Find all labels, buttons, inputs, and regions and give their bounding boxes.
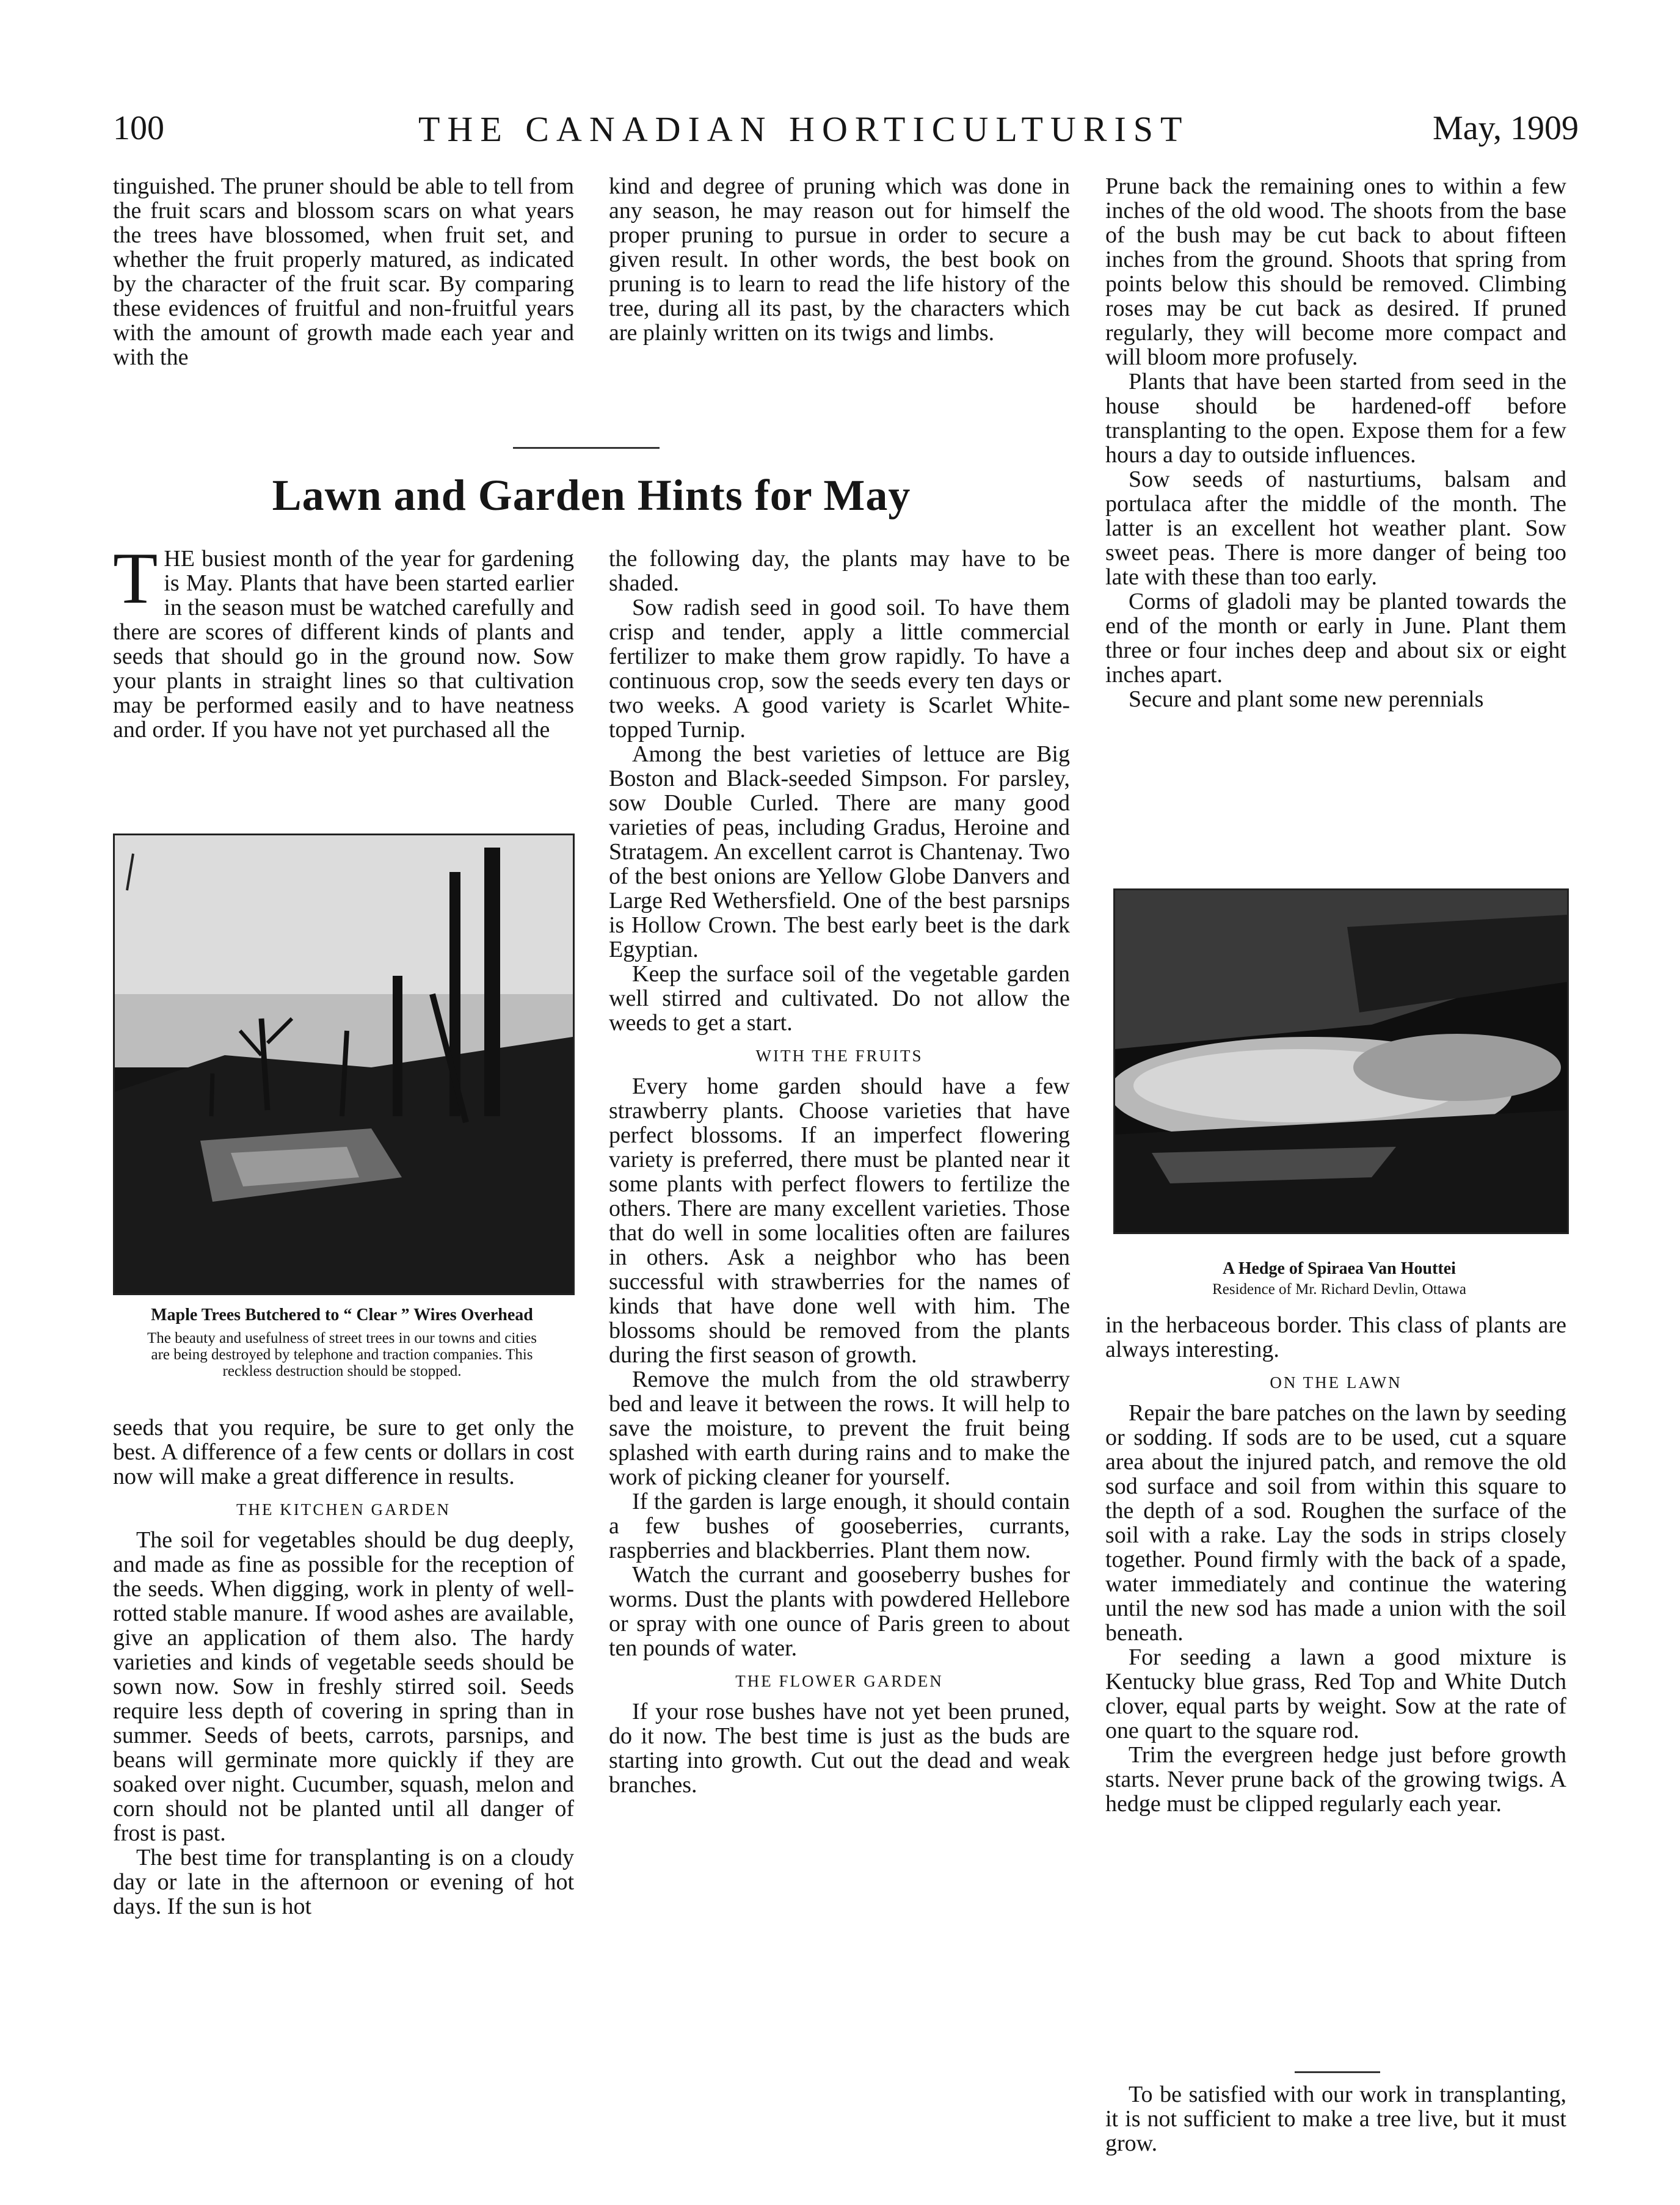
photo-maple-trees: [113, 834, 575, 1295]
photo-hedge-caption-title: A Hedge of Spiraea Van Houttei: [1223, 1259, 1456, 1278]
journal-title: THE CANADIAN HORTICULTURIST: [418, 109, 1190, 149]
prev-article-text: kind and degree of pruning which was done in any season, he may reason out for himself the proper pruning to pursue in order to secure a given result. In other words, the best book on pruning is to learn to read the life history of the tree, during all its past, by the characters which are plainly written on its twigs and limbs.: [609, 173, 1070, 346]
paragraph: seeds that you require, be sure to get only the best. A difference of a few cents or dollars in cost now will make a great difference in results.: [113, 1415, 574, 1489]
article-col1-body: [113, 1415, 574, 1919]
photo-hedge-caption-text: Residence of Mr. Richard Devlin, Ottawa: [1212, 1281, 1466, 1298]
paragraph: Keep the surface soil of the vegetable garden well stirred and cultivated. Do not allow the weeds to get a start.: [609, 961, 1070, 1036]
article-col1-intro: [113, 537, 574, 743]
subhead-flower-garden: THE FLOWER GARDEN: [735, 1672, 944, 1690]
paragraph: The soil for vegetables should be dug deeply, and made as fine as possible for the reception of the seeds. When digging, work in plenty of well-rotted stable manure. If wood ashes are available, give an application of them also. The hardy varieties and kinds of vegetable seeds should be sown now. Sow in freshly stirred soil. Seeds require less depth of covering in spring than in summer. Seeds of beets, carrots, parsnips, and beans will germinate more quickly if they are soaked over night. Cucumber, squash, melon and corn should not be planted until all danger of frost is past.: [113, 1527, 574, 1846]
intro-paragraph: HE busiest month of the year for gardening is May. Plants that have been started earlier in the season must be watched carefully and there are scores of different kinds of plants and seeds that should go in the ground now. Sow your plants in straight lines so that cultivation may be performed easily and to have neatness and order. If you have not yet purchased all the: [113, 546, 574, 743]
paragraph: Repair the bare patches on the lawn by seeding or sodding. If sods are to be used, cut a square area about the injured patch, and remove the old sod surface and soil from within this square to the depth of a sod. Roughen the surface of the soil with a rake. Lay the sods in strips closely together. Pound firmly with the back of a spade, water immediately and continue the watering until the new sod has made a union with the soil beneath.: [1105, 1400, 1566, 1646]
paragraph: Every home garden should have a few strawberry plants. Choose varieties that have perfect blossoms. If an imperfect flowering variety is preferred, there must be planted near it some plants with perfect flowers to fertilize the others. There are many excellent varieties. Those that do well in some localities often are failures in others. Ask a neighbor who has been successful with strawberries for the names of kinds that have done well with him. The blossoms should be removed from the plants during the first season of growth.: [609, 1073, 1070, 1368]
paragraph: the following day, the plants may have to be shaded.: [609, 546, 1070, 596]
section-divider: [513, 447, 660, 449]
paragraph: Secure and plant some new perennials: [1129, 686, 1484, 712]
drop-cap: T: [113, 537, 158, 619]
filler-note: [1105, 2082, 1566, 2156]
subhead-on-the-lawn: ON THE LAWN: [1270, 1373, 1402, 1392]
prev-article-col1: [113, 174, 574, 369]
paragraph: Prune back the remaining ones to within a few inches of the old wood. The shoots from the base of the bush may be cut back to about fifteen inches from the ground. Shoots that spring from points below this should be removed. Climbing roses may be cut back as desired. If pruned regularly, they will become more compact and will bloom more profusely.: [1105, 173, 1566, 370]
photo-maple-caption-text: The beauty and usefulness of street trees in our towns and cities are being destroyed by telephone and traction companies. This reckless destruction should be stopped.: [147, 1330, 537, 1379]
photo-maple-caption-title: Maple Trees Butchered to “ Clear ” Wires Overhead: [151, 1306, 533, 1324]
subhead-with-the-fruits: WITH THE FRUITS: [755, 1047, 923, 1065]
article-col2: [609, 547, 1070, 1797]
issue-date: May, 1909: [1432, 109, 1579, 147]
paragraph: Corms of gladoli may be planted towards the end of the month or early in June. Plant them three or four inches deep and about six or eight inches apart.: [1105, 589, 1566, 688]
paragraph: in the herbaceous border. This class of plants are always interesting.: [1105, 1312, 1566, 1362]
article-title: Lawn and Garden Hints for May: [272, 471, 911, 520]
paragraph: If the garden is large enough, it should contain a few bushes of gooseberries, currants, raspberries and blackberries. Plant them now.: [609, 1489, 1070, 1563]
paragraph: Sow seeds of nasturtiums, balsam and portulaca after the middle of the month. The latter is an excellent hot weather plant. Sow sweet peas. There is more danger of being too late with these than too early.: [1105, 467, 1566, 590]
subhead-kitchen-garden: THE KITCHEN GARDEN: [236, 1500, 451, 1519]
paragraph: For seeding a lawn a good mixture is Kentucky blue grass, Red Top and White Dutch clover, equal parts by weight. Sow at the rate of one quart to the square rod.: [1105, 1644, 1566, 1743]
paragraph: If your rose bushes have not yet been pruned, do it now. The best time is just as the buds are starting into growth. Cut out the dead and weak branches.: [609, 1699, 1070, 1798]
paragraph: Watch the currant and gooseberry bushes for worms. Dust the plants with powdered Hellebore or spray with one ounce of Paris green to about ten pounds of water.: [609, 1562, 1070, 1661]
paragraph: Among the best varieties of lettuce are Big Boston and Black-seeded Simpson. For parsley, sow Double Curled. There are many good varieties of peas, including Gradus, Heroine and Stratagem. An excellent carrot is Chantenay. Two of the best onions are Yellow Globe Danvers and Large Red Wethersfield. One of the best parsnips is Hollow Crown. The best early beet is the dark Egyptian.: [609, 741, 1070, 962]
article-col3-top: [1105, 174, 1566, 711]
paragraph: The best time for transplanting is on a cloudy day or late in the afternoon or evening of hot days. If the sun is hot: [113, 1845, 574, 1919]
paragraph: Trim the evergreen hedge just before growth starts. Never prune back of the growing twigs. A hedge must be clipped regularly each year.: [1105, 1742, 1566, 1817]
article-col3-bottom: [1105, 1313, 1566, 1816]
prev-article-col2: [609, 174, 1070, 345]
paragraph: Plants that have been started from seed in the house should be hardened-off before transplanting to the open. Expose them for a few hours a day to outside influences.: [1105, 369, 1566, 468]
page-header: [113, 109, 1579, 151]
paragraph: To be satisfied with our work in transplanting, it is not sufficient to make a tree live, but it must grow.: [1105, 2082, 1566, 2156]
prev-article-text: tinguished. The pruner should be able to tell from the fruit scars and blossom scars on what years the trees have blossomed, when fruit set, and whether the fruit properly matured, as indicated by the character of the fruit scar. By comparing these evidences of fruitful and non-fruitful years with the amount of growth made each year and with the: [113, 173, 574, 370]
page-number: 100: [113, 109, 164, 147]
filler-divider: [1295, 2071, 1380, 2073]
photo-spiraea-hedge: [1113, 888, 1569, 1234]
paragraph: Sow radish seed in good soil. To have them crisp and tender, apply a little commercial fertilizer to make them grow rapidly. To have a continuous crop, sow the seeds every ten days or two weeks. A good variety is Scarlet White-topped Turnip.: [609, 595, 1070, 743]
paragraph: Remove the mulch from the old strawberry bed and leave it between the rows. It will help to save the moisture, to prevent the fruit being splashed with earth during rains and to make the work of picking cleaner for yourself.: [609, 1367, 1070, 1490]
